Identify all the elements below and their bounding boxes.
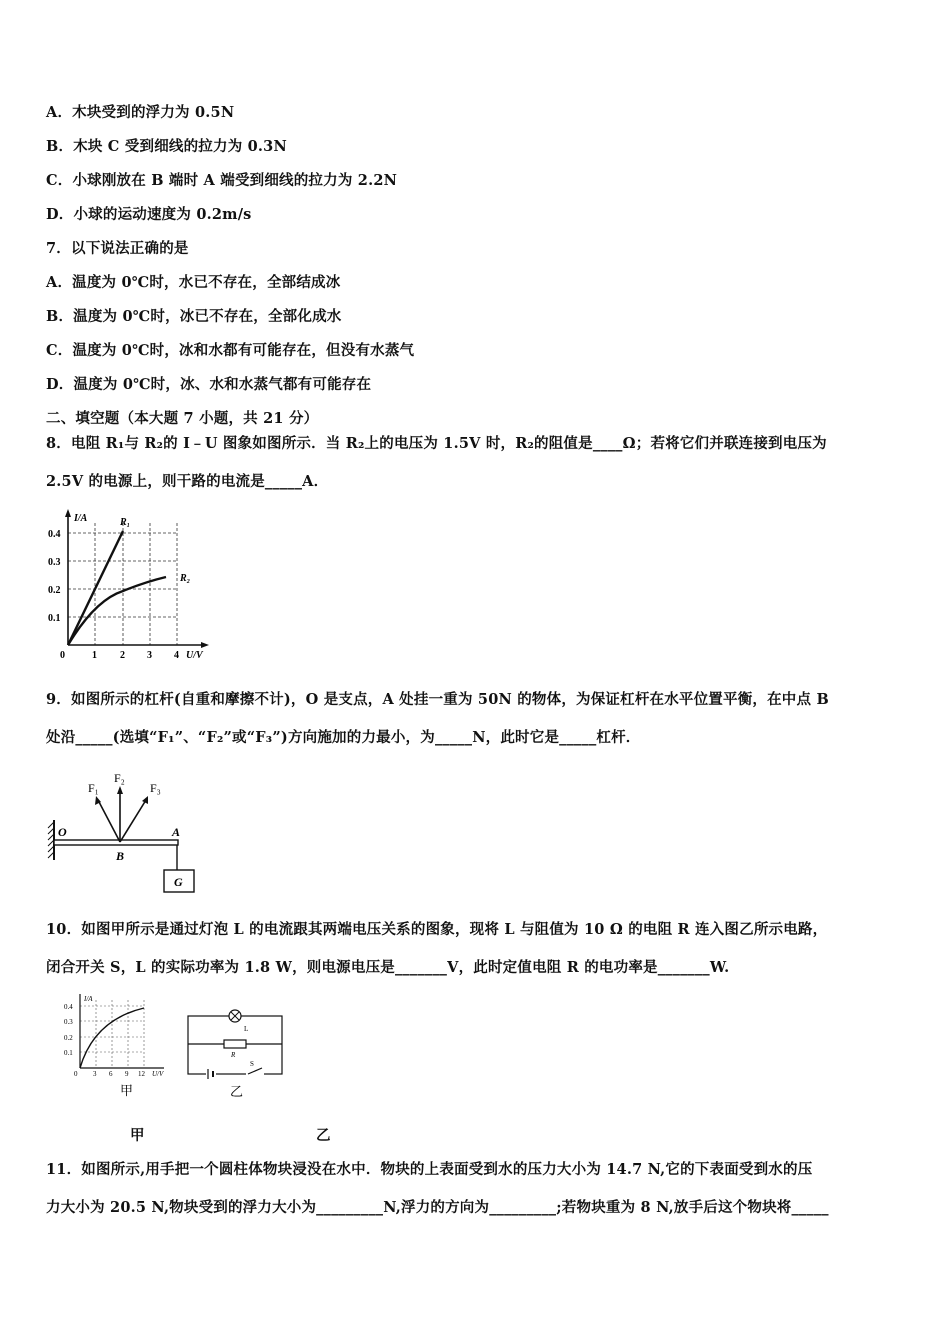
q10-y-tick: 0.4	[64, 1003, 73, 1011]
q9-line-1: 9．如图所示的杠杆(自重和摩擦不计)，O 是支点，A 处挂一重为 50N 的物体，为保证杠杆在水平位置平衡，在中点 B	[46, 691, 829, 708]
q8-x-tick: 3	[147, 650, 152, 661]
q8-y-tick: 0.3	[48, 557, 61, 568]
q6-option-d: D．小球的运动速度为 0.2m/s	[46, 206, 252, 223]
q10-circuit-diagram	[180, 1000, 290, 1102]
q9-arrowhead	[117, 786, 123, 794]
q10-circuit-caption: 乙	[230, 1084, 244, 1099]
q8-line-1: 8．电阻 R₁与 R₂的 I﹣U 图象如图所示．当 R₂上的电压为 1.5V 时，R₂的阻值是____Ω；若将它们并联连接到电压为	[46, 435, 827, 452]
q10-resistor-symbol	[224, 1040, 246, 1048]
q10-graph-caption: 甲	[120, 1083, 134, 1098]
q10-y-tick: 0.2	[64, 1034, 73, 1042]
q9-lever-figure	[40, 762, 220, 902]
q8-y-label: I/A	[74, 513, 88, 524]
q10-y-label: I/A	[84, 995, 93, 1003]
q7-option-d: D．温度为 0℃时，冰、水和水蒸气都有可能存在	[46, 376, 372, 393]
q10-x-tick: 9	[125, 1070, 129, 1078]
q7-option-a: A．温度为 0℃时，水已不存在，全部结成冰	[46, 274, 341, 291]
q8-curve-r2	[68, 577, 166, 645]
q8-x-label: U/V	[186, 650, 203, 661]
q10-x-label: U/V	[152, 1070, 164, 1078]
q10-x-tick: 12	[138, 1070, 145, 1078]
q10-caption-jia: 甲	[130, 1127, 145, 1144]
q8-y-tick: 0.1	[48, 613, 61, 624]
q9-label-f1: F₁	[88, 781, 99, 795]
q6-option-b: B．木块 C 受到细线的拉力为 0.3N	[46, 138, 287, 155]
q8-iu-graph	[40, 505, 220, 665]
q10-label-lamp: L	[244, 1025, 249, 1033]
q9-label-g: G	[174, 875, 183, 889]
q9-label-a: A	[172, 825, 181, 839]
q9-label-b: B	[116, 849, 125, 863]
q9-label-f3: F₃	[150, 781, 161, 795]
section-heading: 二、填空题（本大题 7 小题，共 21 分）	[46, 410, 319, 427]
q8-x-tick: 4	[174, 650, 179, 661]
q10-x-tick: 6	[109, 1070, 113, 1078]
q6-option-a: A．木块受到的浮力为 0.5N	[46, 104, 235, 121]
q10-iu-graph	[60, 990, 180, 1102]
q10-label-switch: S	[250, 1060, 254, 1068]
q8-line-2: 2.5V 的电源上，则干路的电流是_____A．	[46, 473, 329, 490]
q8-r2-label: R₂	[180, 573, 191, 584]
q7-option-c: C．温度为 0℃时，冰和水都有可能存在，但没有水蒸气	[46, 342, 415, 359]
q10-x-tick: 0	[74, 1070, 78, 1078]
q9-lever	[54, 840, 178, 845]
q9-force-f3	[120, 800, 146, 842]
q8-curve-r1	[68, 531, 123, 645]
q7-stem: 7．以下说法正确的是	[46, 240, 189, 257]
q7-option-b: B．温度为 0℃时，冰已不存在，全部化成水	[46, 308, 342, 325]
q8-x-arrow	[201, 642, 209, 648]
q11-line-1: 11．如图所示,用手把一个圆柱体物块浸没在水中．物块的上表面受到水的压力大小为 14.7 N,它的下表面受到水的压	[46, 1161, 813, 1178]
q10-line-2: 闭合开关 S，L 的实际功率为 1.8 W，则电源电压是_______V，此时定值电阻 R 的电功率是_______W.	[46, 959, 730, 976]
q9-line-2: 处沿_____(选填“F₁”、“F₂”或“F₃”)方向施加的力最小，为_____N，此时它是_____杠杆．	[46, 729, 641, 746]
q10-x-tick: 3	[93, 1070, 97, 1078]
q8-x-tick: 2	[120, 650, 125, 661]
q10-caption-yi: 乙	[316, 1127, 331, 1144]
q11-line-2: 力大小为 20.5 N,物块受到的浮力大小为_________N,浮力的方向为_________;若物块重为 8 N,放手后这个物块将_____	[46, 1199, 829, 1216]
q9-label-o: O	[58, 825, 67, 839]
q6-option-c: C．小球刚放在 B 端时 A 端受到细线的拉力为 2.2N	[46, 172, 398, 189]
q10-y-tick: 0.3	[64, 1018, 73, 1026]
q8-y-tick: 0.4	[48, 529, 61, 540]
q8-x-tick: 1	[92, 650, 97, 661]
q10-line-1: 10．如图甲所示是通过灯泡 L 的电流跟其两端电压关系的图象，现将 L 与阻值为 10 Ω 的电阻 R 连入图乙所示电路，	[46, 921, 828, 938]
q8-y-arrow	[65, 509, 71, 517]
q8-r1-label: R₁	[120, 517, 131, 528]
q9-label-f2: F₂	[114, 771, 125, 785]
q8-y-tick: 0.2	[48, 585, 61, 596]
q8-grid	[68, 523, 177, 645]
q10-label-resistor: R	[231, 1051, 236, 1059]
q10-y-tick: 0.1	[64, 1049, 73, 1057]
q9-force-f1	[98, 800, 120, 842]
q8-x-tick: 0	[60, 650, 65, 661]
